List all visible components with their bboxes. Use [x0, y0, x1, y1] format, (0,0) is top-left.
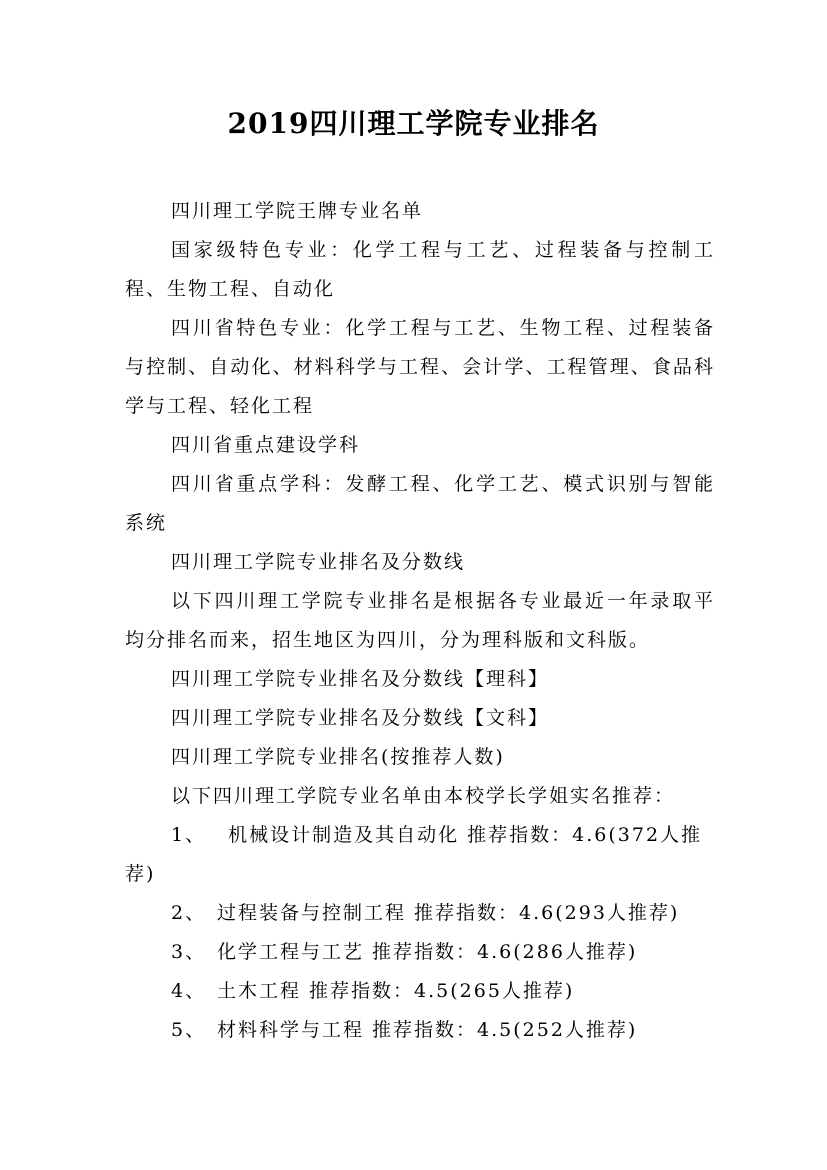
paragraph-flagship-heading: 四川理工学院王牌专业名单	[171, 200, 424, 222]
paragraph-recommend-intro: 以下四川理工学院专业名单由本校学长学姐实名推荐：	[171, 785, 676, 807]
ranking-item	[125, 894, 715, 933]
paragraph-ranking-explanation: 以下四川理工学院专业排名是根据各专业最近一年录取平均分排名而来，招生地区为四川，分为理科版和文科版。	[125, 590, 715, 651]
ranking-number: 5、	[171, 1019, 207, 1041]
ranking-item	[125, 1011, 715, 1050]
ranking-number: 3、	[171, 941, 207, 963]
paragraph-key-disciplines: 四川省重点学科：发酵工程、化学工艺、模式识别与智能系统	[125, 473, 715, 534]
paragraph-ranking-score-heading: 四川理工学院专业排名及分数线	[171, 551, 466, 573]
ranking-number: 1、	[171, 824, 207, 846]
ranking-number: 2、	[171, 902, 207, 924]
paragraph-arts-ranking: 四川理工学院专业排名及分数线【文科】	[171, 707, 550, 729]
ranking-text: 材料科学与工程 推荐指数：4.5(252人推荐)	[217, 1019, 638, 1041]
paragraph-key-construction-heading: 四川省重点建设学科	[171, 434, 361, 456]
paragraph-recommend-heading: 四川理工学院专业排名(按推荐人数)	[171, 746, 505, 768]
paragraph-provincial-specialties: 四川省特色专业：化学工程与工艺、生物工程、过程装备与控制、自动化、材料科学与工程、会计学、工程管理、食品科学与工程、轻化工程	[125, 317, 715, 417]
paragraph-science-ranking: 四川理工学院专业排名及分数线【理科】	[171, 668, 550, 690]
ranking-text: 机械设计制造及其自动化 推荐指数：4.6(372人推荐)	[125, 824, 703, 885]
document-title: 2019四川理工学院专业排名	[227, 107, 600, 140]
ranking-item	[125, 816, 715, 894]
ranking-text: 过程装备与控制工程 推荐指数：4.6(293人推荐)	[217, 902, 680, 924]
ranking-text: 化学工程与工艺 推荐指数：4.6(286人推荐)	[217, 941, 638, 963]
ranking-item	[125, 933, 715, 972]
ranking-text: 土木工程 推荐指数：4.5(265人推荐)	[217, 980, 575, 1002]
document-body	[125, 192, 715, 1050]
ranking-item	[125, 972, 715, 1011]
paragraph-national-specialties: 国家级特色专业：化学工程与工艺、过程装备与控制工程、生物工程、自动化	[125, 239, 715, 300]
ranking-number: 4、	[171, 980, 207, 1002]
